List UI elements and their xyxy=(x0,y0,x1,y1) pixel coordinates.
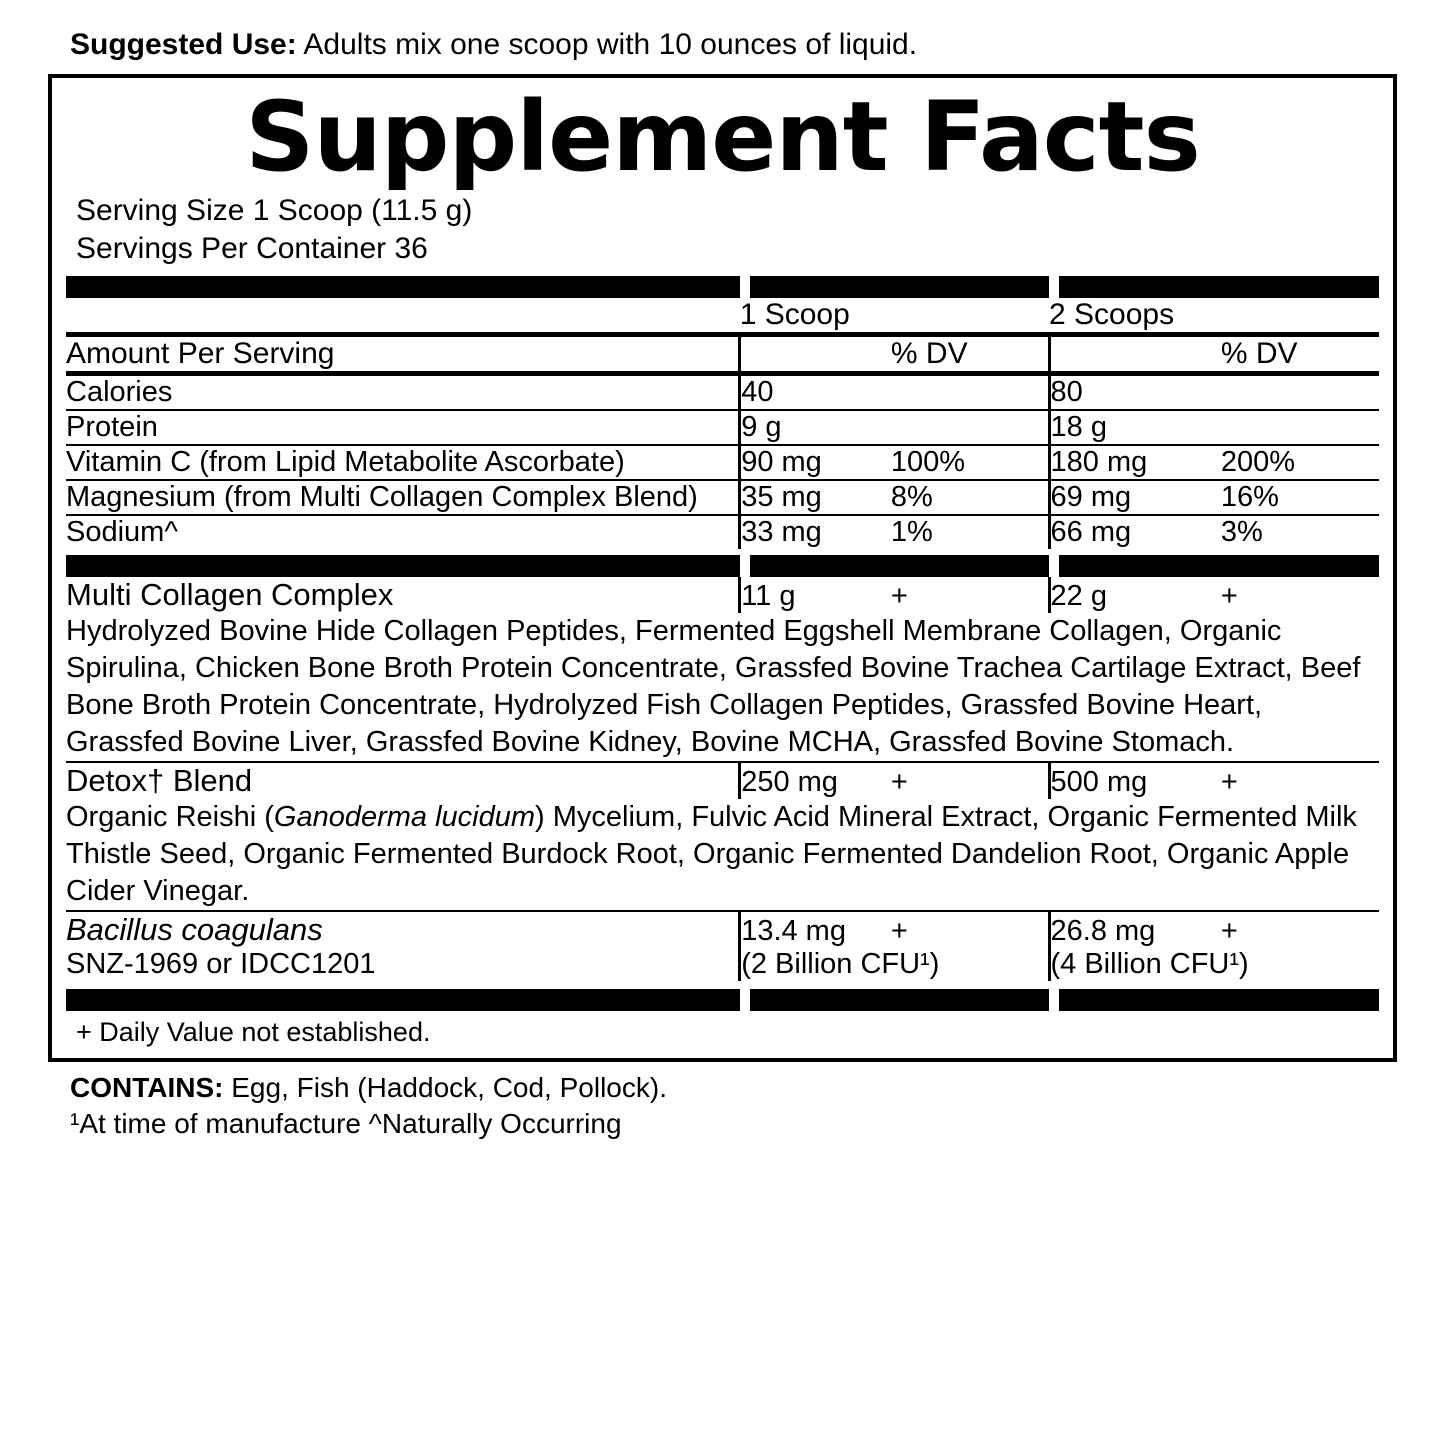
nutrient-b-amount: 180 mg xyxy=(1049,445,1221,480)
table-row xyxy=(66,480,1379,515)
nutrient-a-dv xyxy=(891,374,1049,411)
contains-line xyxy=(70,1070,1397,1106)
probiotic-a-amount: 13.4 mg xyxy=(740,911,891,948)
facts-table xyxy=(66,274,1379,1011)
blend-b-amount: 500 mg xyxy=(1049,762,1221,799)
dv-label-a: % DV xyxy=(890,337,968,370)
serving-size: Serving Size 1 Scoop (11.5 g) xyxy=(76,194,473,227)
supplement-facts-panel xyxy=(48,74,1397,1062)
probiotic-b-amount: 26.8 mg xyxy=(1049,911,1221,948)
probiotic-row xyxy=(66,911,1379,948)
blend-row xyxy=(66,577,1379,613)
nutrient-b-amount: 80 xyxy=(1049,374,1221,411)
page-title: Supplement Facts xyxy=(245,81,1200,193)
blend-a-amount: 250 mg xyxy=(740,762,891,799)
nutrient-a-dv xyxy=(891,410,1049,445)
blend-b-amount: 22 g xyxy=(1049,577,1221,613)
nutrient-a-amount: 35 mg xyxy=(740,480,891,515)
divider-bar-row-2 xyxy=(66,549,1379,577)
nutrient-a-amount: 40 xyxy=(740,374,891,411)
suggested-use-line xyxy=(70,26,1397,64)
table-row xyxy=(66,374,1379,411)
amount-per-serving-row xyxy=(66,335,1379,372)
manufacture-note: ¹At time of manufacture ^Naturally Occurring xyxy=(70,1108,622,1139)
nutrient-name: Sodium^ xyxy=(66,516,178,548)
blend-name: Multi Collagen Complex xyxy=(66,577,394,612)
probiotic-b-dv: + xyxy=(1220,915,1238,947)
blend-ingredients-row xyxy=(66,613,1379,762)
nutrient-name: Magnesium (from Multi Collagen Complex Blend) xyxy=(66,480,740,515)
contains-label: CONTAINS: xyxy=(70,1072,224,1103)
divider-bar2-a xyxy=(740,549,1049,577)
blend-ingredients xyxy=(66,799,1379,911)
nutrient-name: Protein xyxy=(66,410,740,445)
nutrient-b-amount: 69 mg xyxy=(1049,480,1221,515)
scoop-header-blank xyxy=(66,298,740,332)
blend-a-amount: 11 g xyxy=(740,577,891,613)
probiotic-b-cfu: (4 Billion CFU¹) xyxy=(1049,948,1379,981)
blend-b-dv: + xyxy=(1220,766,1238,798)
header-col-2-scoops: 2 Scoops xyxy=(1049,298,1175,331)
table-row xyxy=(66,410,1379,445)
probiotic-a-cfu: (2 Billion CFU¹) xyxy=(740,948,1049,981)
divider-bar-row xyxy=(66,274,1379,298)
header-col-1-scoop: 1 Scoop xyxy=(739,298,850,331)
nutrient-a-dv: 8% xyxy=(891,480,1049,515)
nutrient-a-amount: 33 mg xyxy=(740,515,891,549)
suggested-use-label: Suggested Use: xyxy=(70,28,297,61)
blend-a-dv: + xyxy=(890,766,908,798)
nutrient-b-dv xyxy=(1221,410,1379,445)
divider-bar3-a xyxy=(740,981,1049,1011)
divider-bar3-b xyxy=(1049,981,1379,1011)
nutrient-b-dv: 3% xyxy=(1220,516,1263,548)
nutrient-a-amount: 9 g xyxy=(740,410,891,445)
divider-bar2-left xyxy=(66,549,740,577)
ingredients-post: ) Mycelium, Fulvic Acid Mineral Extract, Organic Fermented Milk Thistle Seed, Organic Fermented Burdock Root, Organic Fermented Dandelion Root, Organic Apple Cider Vinegar. xyxy=(66,801,1357,907)
blend-ingredients: Hydrolyzed Bovine Hide Collagen Peptides, Fermented Eggshell Membrane Collagen, Organic Spirulina, Chicken Bone Broth Protein Concentrate, Grassfed Bovine Trachea Cartilage Extract, Beef Bone Broth Protein Concentrate, Hydrolyzed Fish Collagen Peptides, Grassfed Bovine Heart, Grassfed Bovine Liver, Grassfed Bovine Kidney, Bovine MCHA, Grassfed Bovine Stomach. xyxy=(66,613,1379,762)
nutrient-b-amount: 66 mg xyxy=(1049,515,1221,549)
divider-bar-b xyxy=(1049,274,1379,298)
dv-label-b: % DV xyxy=(1220,337,1298,370)
amount-per-serving-label: Amount Per Serving xyxy=(66,337,335,370)
divider-bar-row-3 xyxy=(66,981,1379,1011)
nutrient-a-amount: 90 mg xyxy=(740,445,891,480)
bottom-notes xyxy=(70,1070,1397,1142)
nutrient-name: Vitamin C (from Lipid Metabolite Ascorbate) xyxy=(66,445,740,480)
ingredients-latin-name: Ganoderma lucidum xyxy=(273,801,536,833)
nutrient-a-dv: 1% xyxy=(890,516,933,548)
suggested-use-text: Adults mix one scoop with 10 ounces of liquid. xyxy=(296,28,918,61)
blend-ingredients-row xyxy=(66,799,1379,911)
table-row xyxy=(66,515,1379,549)
divider-bar-a xyxy=(740,274,1049,298)
daily-value-footnote: + Daily Value not established. xyxy=(76,1017,431,1047)
nutrient-b-amount: 18 g xyxy=(1049,410,1221,445)
servings-per-container: Servings Per Container 36 xyxy=(76,232,428,265)
blend-name: Detox† Blend xyxy=(66,763,253,798)
blend-a-dv: + xyxy=(890,580,908,612)
probiotic-strain-row xyxy=(66,948,1379,981)
nutrient-name: Calories xyxy=(66,374,740,411)
probiotic-a-dv: + xyxy=(890,915,908,947)
nutrient-b-dv xyxy=(1221,374,1379,411)
divider-bar-left xyxy=(66,274,740,298)
table-row xyxy=(66,445,1379,480)
divider-bar2-b xyxy=(1049,549,1379,577)
nutrient-b-dv: 200% xyxy=(1221,445,1379,480)
nutrient-a-dv: 100% xyxy=(891,445,1049,480)
amount-a-blank xyxy=(740,335,891,372)
scoop-header-row xyxy=(66,298,1379,332)
serving-info xyxy=(66,192,1379,268)
nutrient-b-dv: 16% xyxy=(1221,480,1379,515)
blend-row xyxy=(66,762,1379,799)
probiotic-name: Bacillus coagulans xyxy=(66,912,323,947)
probiotic-strain: SNZ-1969 or IDCC1201 xyxy=(66,948,376,980)
contains-text: Egg, Fish (Haddock, Cod, Pollock). xyxy=(223,1072,667,1103)
amount-b-blank xyxy=(1049,335,1221,372)
blend-b-dv: + xyxy=(1220,580,1238,612)
divider-bar3-left xyxy=(66,981,740,1011)
ingredients-pre: Organic Reishi ( xyxy=(66,801,274,833)
